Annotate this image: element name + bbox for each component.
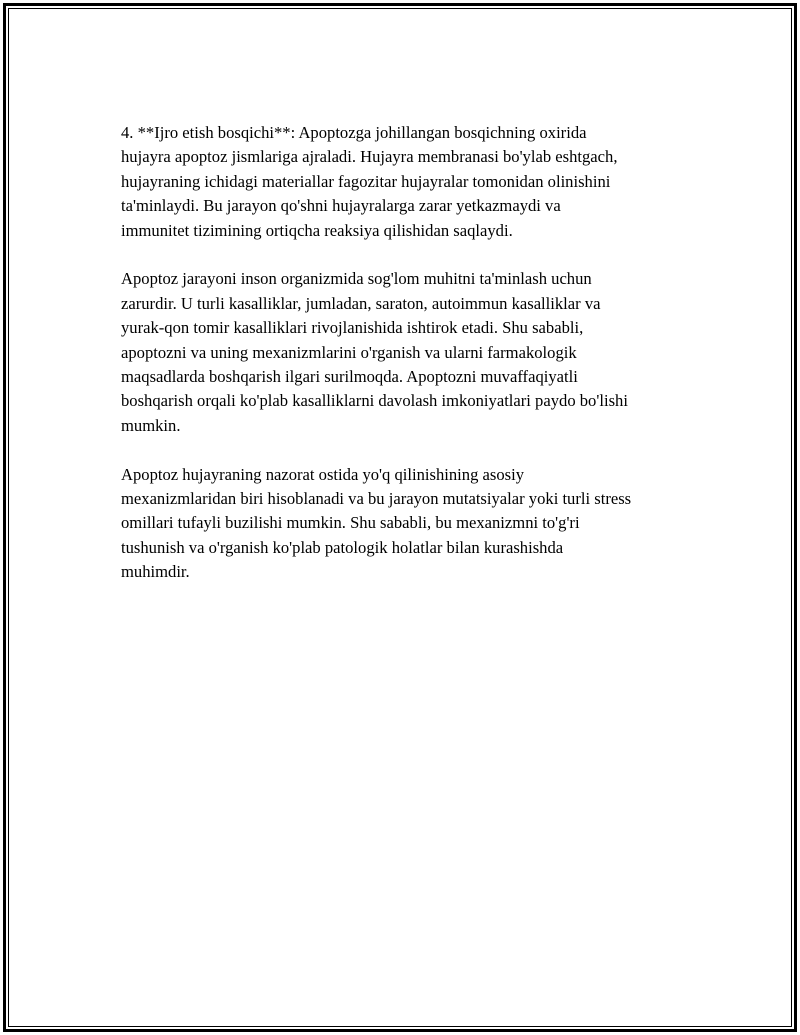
page-border (3, 3, 797, 1032)
text-line: tushunish va o'rganish ko'plab patologik holatlar bilan kurashishda (121, 537, 564, 557)
text-line: zarurdir. U turli kasalliklar, jumladan, saraton, autoimmun kasalliklar va (121, 293, 601, 313)
text-line: apoptozni va uning mexanizmlarini o'rganish va ularni farmakologik (121, 342, 577, 362)
text-line: mumkin. (121, 415, 181, 435)
text-line: 4. **Ijro etish bosqichi**: Apoptozga johillangan bosqichning oxirida (121, 123, 587, 142)
text-line: Apoptoz jarayoni inson organizmida sog'lom muhitni ta'minlash uchun (121, 269, 592, 289)
text-line: immunitet tizimining ortiqcha reaksiya qilishidan saqlaydi. (121, 220, 513, 240)
text-line: hujayra apoptoz jismlariga ajraladi. Hujayra membranasi bo'ylab eshtgach, (121, 147, 618, 167)
text-line: yurak-qon tomir kasalliklari rivojlanishida ishtirok etadi. Shu sababli, (121, 318, 584, 338)
text-line: hujayraning ichidagi materiallar fagozitar hujayralar tomonidan olinishini (121, 171, 611, 191)
text-line: omillari tufayli buzilishi mumkin. Shu sababli, bu mexanizmni to'g'ri (121, 513, 580, 533)
text-line: Apoptoz hujayraning nazorat ostida yo'q qilinishining asosiy (121, 464, 525, 484)
paragraph-conclusion (121, 463, 701, 585)
text-line: boshqarish orqali ko'plab kasalliklarni davolash imkoniyatlari paydo bo'lishi (121, 391, 628, 411)
text-line: mexanizmlaridan biri hisoblanadi va bu jarayon mutatsiyalar yoki turli stress (121, 489, 632, 509)
paragraph-importance (121, 267, 701, 438)
text-line: maqsadlarda boshqarish ilgari surilmoqda. Apoptozni muvaffaqiyatli (121, 367, 578, 387)
text-line: muhimdir. (121, 562, 190, 582)
paragraph-execution-stage (121, 121, 701, 243)
text-line: ta'minlaydi. Bu jarayon qo'shni hujayralarga zarar yetkazmaydi va (121, 196, 561, 216)
document-body (121, 121, 701, 609)
